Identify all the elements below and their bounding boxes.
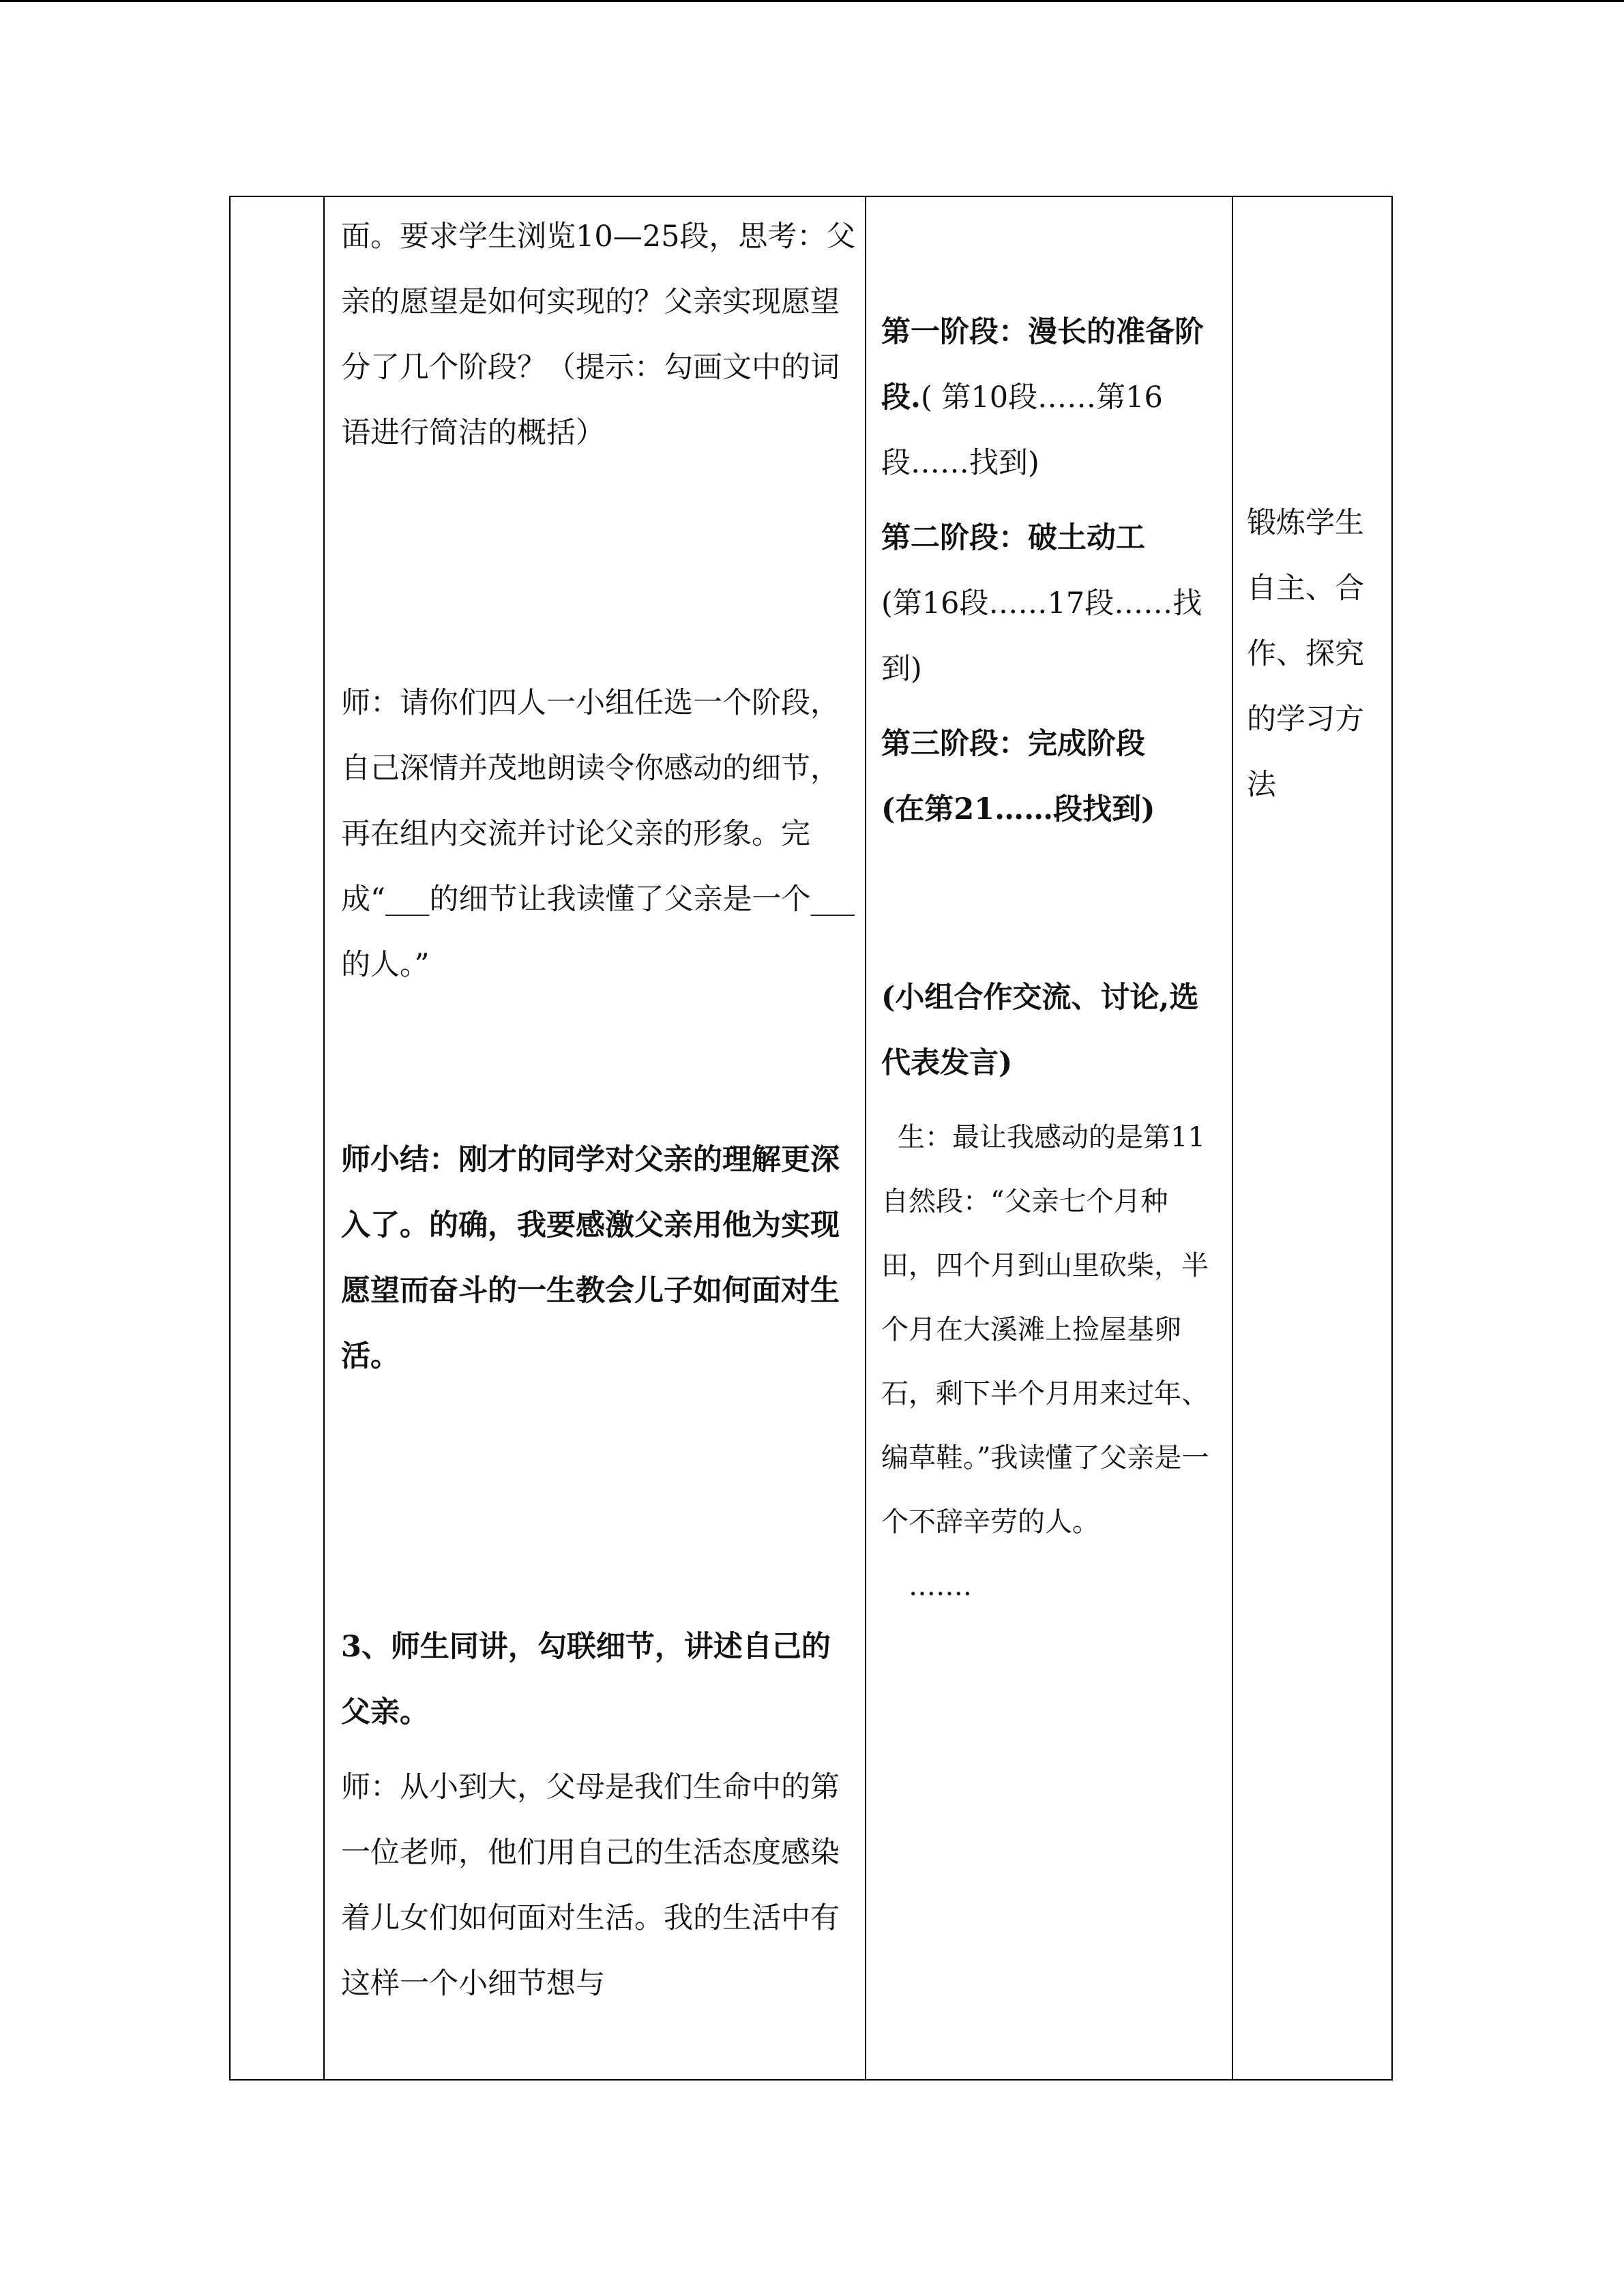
stage-two-detail: (第16段……17段……找到) bbox=[881, 586, 1202, 686]
column-divider-3 bbox=[1232, 197, 1233, 2079]
teacher-activity-cell bbox=[341, 197, 859, 2079]
stage-one-detail: ( 第10段……第16段……找到) bbox=[881, 381, 1163, 480]
teacher-summary: 师小结：刚才的同学对父亲的理解更深入了。的确，我要感激父亲用他为实现愿望而奋斗的一生教会儿子如何面对生活。 bbox=[341, 1143, 840, 1373]
lesson-plan-table bbox=[229, 196, 1393, 2081]
page-top-border bbox=[0, 0, 1624, 2]
student-answer: 生：最让我感动的是第11自然段：“父亲七个月种田，四个月到山里砍柴，半个月在大溪滩上捡屋基卵石，剩下半个月用来过年、编草鞋。”我读懂了父亲是一个不辞辛劳的人。 bbox=[881, 1122, 1209, 1538]
stage-three-title: 第三阶段：完成阶段 bbox=[881, 727, 1145, 761]
stage-three-detail: (在第21……段找到) bbox=[881, 792, 1155, 826]
teacher-paragraph-5: 师：从小到大，父母是我们生命中的第一位老师，他们用自己的生活态度感染着儿女们如何面对生活。我的生活中有这样一个小细节想与 bbox=[341, 1770, 840, 2001]
student-activity-cell bbox=[881, 197, 1222, 2079]
column-divider-1 bbox=[323, 197, 325, 2079]
design-intent-cell bbox=[1247, 197, 1386, 2079]
column-divider-2 bbox=[865, 197, 866, 2079]
answer-ellipsis: ……. bbox=[909, 1570, 972, 1602]
stage-column-cell bbox=[231, 197, 323, 2079]
design-intent-text: 锻炼学生自主、合作、探究的学习方法 bbox=[1247, 506, 1364, 802]
group-discussion-note: (小组合作交流、讨论,选代表发言) bbox=[881, 981, 1199, 1080]
stage-two-title: 第二阶段：破土动工 bbox=[881, 521, 1145, 555]
section-heading-3: 3、师生同讲，勾联细节，讲述自己的父亲。 bbox=[341, 1630, 831, 1729]
stage-one-title: 第一阶段：漫长的准备阶段. bbox=[881, 315, 1204, 415]
teacher-paragraph-2: 师：请你们四人一小组任选一个阶段，自己深情并茂地朗读令你感动的细节，再在组内交流并讨论父亲的形象。完成“___的细节让我读懂了父亲是一个___的人。” bbox=[341, 686, 855, 982]
teacher-paragraph-1: 面。要求学生浏览10—25段，思考：父亲的愿望是如何实现的？父亲实现愿望分了几个阶段？（提示：勾画文中的词语进行简洁的概括） bbox=[341, 220, 856, 450]
